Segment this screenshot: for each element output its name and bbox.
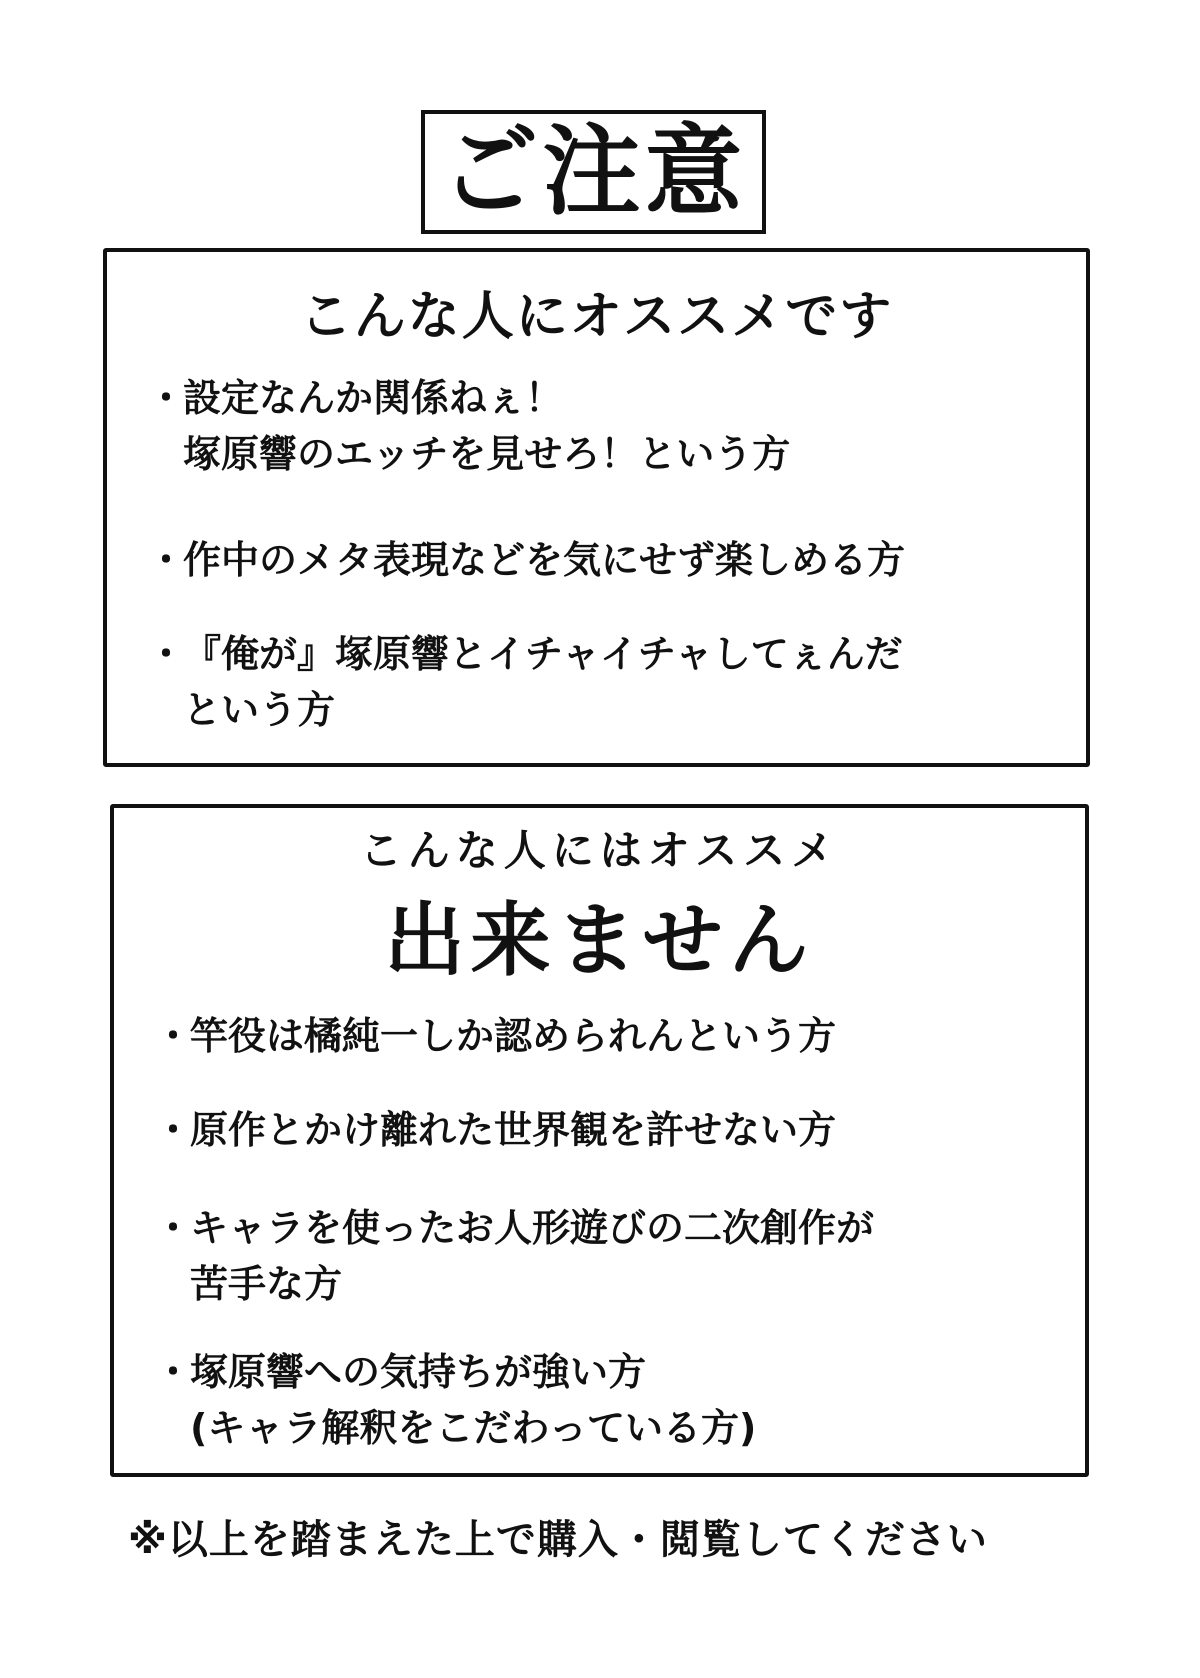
not-recommended-heading-top: こんな人にはオススメ [359, 826, 840, 875]
list-item [154, 1008, 1065, 1064]
not-recommended-heading-main: 出来ません [384, 893, 815, 987]
list-item [147, 370, 1066, 482]
item-text: 設定なんか関係ねぇ！ [183, 376, 564, 420]
item-text: 塚原響への気持ちが強い方 [190, 1350, 647, 1394]
bullet: ・ [154, 1014, 193, 1058]
item-text-continued: 苦手な方 [190, 1262, 343, 1306]
not-recommended-panel [110, 804, 1089, 1477]
item-text: 『俺が』塚原響とイチャイチャしてぇんだ [183, 632, 903, 676]
bullet: ・ [154, 1206, 193, 1250]
item-text: 作中のメタ表現などを気にせず楽しめる方 [183, 538, 906, 582]
footer-note: ※以上を踏まえた上で購入・閲覧してください [128, 1517, 988, 1563]
list-item [154, 1102, 1065, 1158]
list-item [147, 532, 1066, 588]
bullet: ・ [147, 538, 186, 582]
recommended-heading: こんな人にオススメです [299, 287, 894, 347]
item-text-continued: 塚原響のエッチを見せろ！という方 [183, 432, 791, 476]
page-title: ご注意 [421, 110, 766, 234]
item-text: 竿役は橘純一しか認められんという方 [190, 1014, 837, 1058]
bullet: ・ [147, 632, 186, 676]
item-text-continued: (キャラ解釈をこだわっている方) [190, 1406, 757, 1450]
recommended-panel [103, 248, 1090, 767]
item-text: 原作とかけ離れた世界観を許せない方 [190, 1108, 837, 1152]
bullet: ・ [147, 376, 186, 420]
item-text: キャラを使ったお人形遊びの二次創作が [190, 1206, 875, 1250]
item-text-continued: という方 [183, 688, 336, 732]
list-item [147, 626, 1066, 738]
list-item [154, 1200, 1065, 1312]
list-item [154, 1344, 1065, 1456]
bullet: ・ [154, 1108, 193, 1152]
bullet: ・ [154, 1350, 193, 1394]
